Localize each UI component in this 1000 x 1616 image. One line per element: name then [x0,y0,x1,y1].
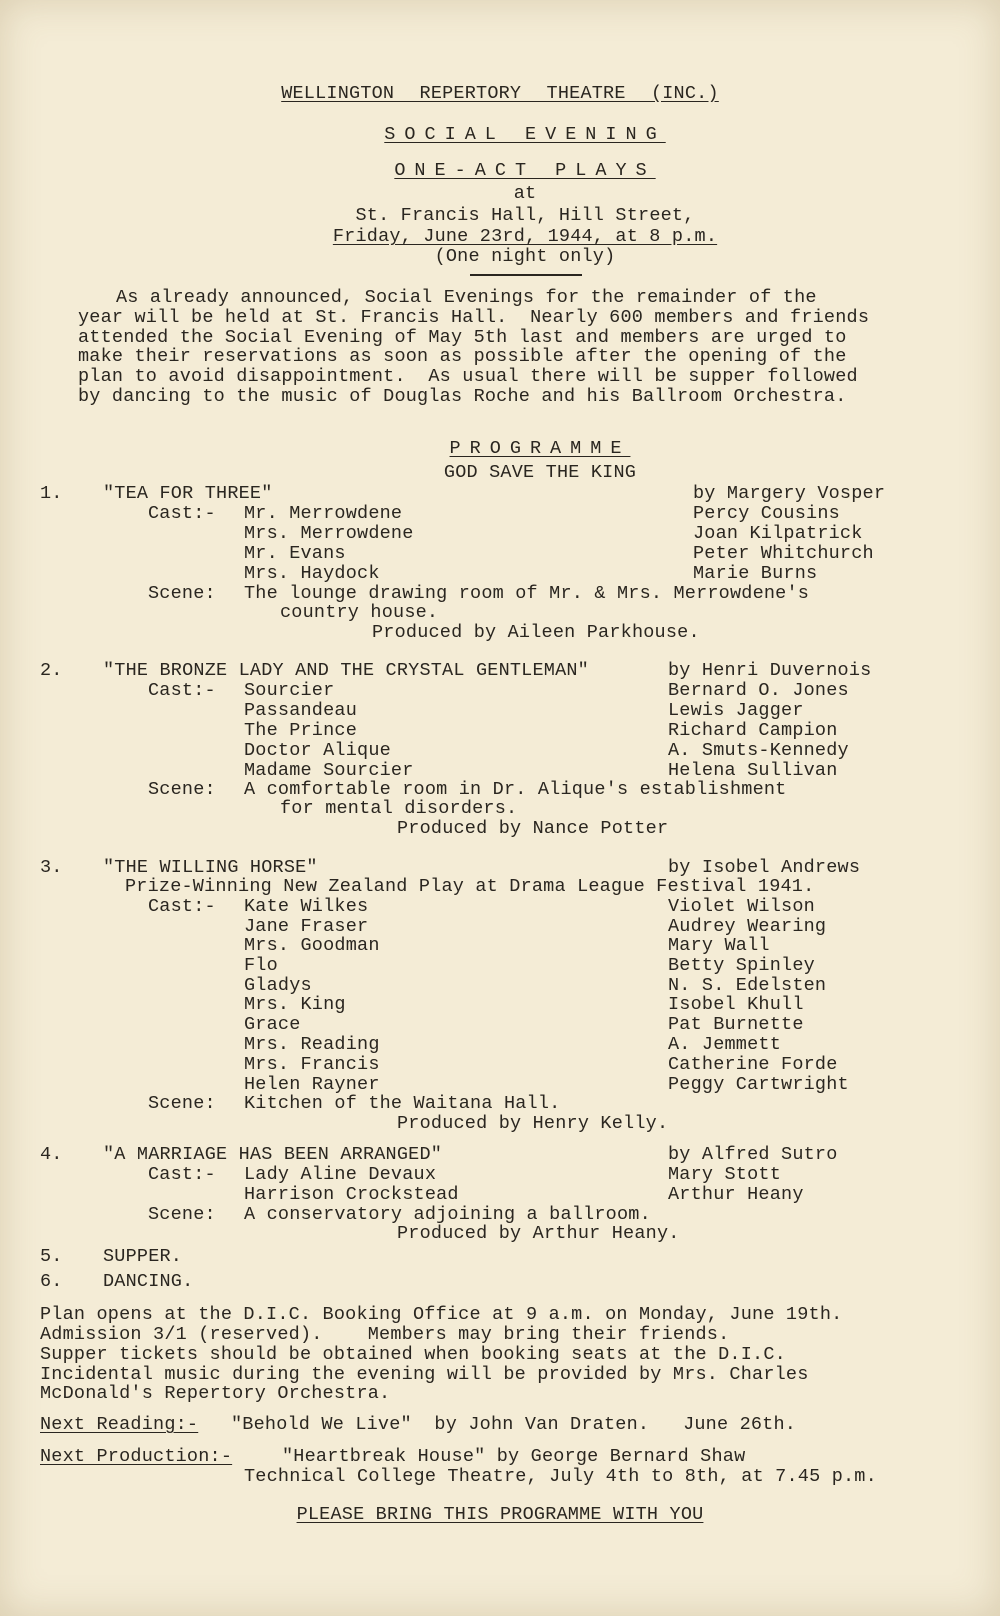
org-title: WELLINGTON REPERTORY THEATRE (INC.) [281,83,719,104]
actor: Peggy Cartwright [668,1074,849,1095]
divider [470,274,582,276]
actor: Percy Cousins [693,503,840,524]
intro-line: year will be held at St. Francis Hall. Nearly 600 members and friends [78,307,870,328]
scene-text: The lounge drawing room of Mr. & Mrs. Merrowdene's [244,583,810,604]
scene-label: Scene: [148,583,216,604]
role: Passandeau [244,700,358,721]
booking-line: Admission 3/1 (reserved). Members may bring their friends. [40,1324,730,1345]
producer: Produced by Arthur Heany. [397,1223,680,1244]
item-number: 6. [40,1271,63,1292]
actor: A. Smuts-Kennedy [668,740,849,761]
play-author: by Margery Vosper [693,483,886,504]
play-number: 2. [40,660,63,681]
footer-note: PLEASE BRING THIS PROGRAMME WITH YOU [296,1504,704,1525]
play-number: 4. [40,1144,63,1165]
actor: Joan Kilpatrick [693,523,863,544]
cast-label: Cast:- [148,680,216,701]
role: Mrs. Reading [244,1034,380,1055]
next-production-venue: Technical College Theatre, July 4th to 8th, at 7.45 p.m. [244,1466,877,1487]
intro-line: plan to avoid disappointment. As usual there will be supper followed [78,366,858,387]
actor: Marie Burns [693,563,818,584]
play-subtitle: Prize-Winning New Zealand Play at Drama League Festival 1941. [125,876,815,897]
event-title: SOCIAL EVENING [384,124,666,145]
producer: Produced by Henry Kelly. [397,1113,669,1134]
play-number: 1. [40,483,63,504]
actor: Mary Wall [668,935,770,956]
scene-label: Scene: [148,779,216,800]
booking-line: Supper tickets should be obtained when booking seats at the D.I.C. [40,1344,786,1365]
at-label: at [513,183,537,204]
cast-label: Cast:- [148,1164,216,1185]
producer: Produced by Nance Potter [397,818,669,839]
role: Kate Wilkes [244,896,369,917]
actor: Peter Whitchurch [693,543,874,564]
role: The Prince [244,720,358,741]
actor: Arthur Heany [668,1184,804,1205]
scene-text: A conservatory adjoining a ballroom. [244,1204,651,1225]
intro-line: As already announced, Social Evenings for the remainder of the [116,287,817,308]
anthem: GOD SAVE THE KING [443,462,637,483]
role: Gladys [244,975,312,996]
actor: Mary Stott [668,1164,782,1185]
play-title: "THE BRONZE LADY AND THE CRYSTAL GENTLEMAN" [103,660,589,681]
role: Mrs. Francis [244,1054,380,1075]
booking-line: Incidental music during the evening will be provided by Mrs. Charles [40,1364,809,1385]
scene-text: for mental disorders. [280,798,518,819]
actor: Helena Sullivan [668,760,838,781]
producer: Produced by Aileen Parkhouse. [372,622,700,643]
role: Jane Fraser [244,916,369,937]
play-title: "A MARRIAGE HAS BEEN ARRANGED" [103,1144,443,1165]
role: Doctor Alique [244,740,391,761]
booking-line: Plan opens at the D.I.C. Booking Office at 9 a.m. on Monday, June 19th. [40,1304,843,1325]
event-subtitle: ONE-ACT PLAYS [394,160,656,181]
role: Mrs. Haydock [244,563,380,584]
actor: A. Jemmett [668,1034,782,1055]
role: Lady Aline Devaux [244,1164,437,1185]
actor: Lewis Jagger [668,700,804,721]
next-reading-text: "Behold We Live" by John Van Draten. June 26th. [231,1414,797,1435]
play-author: by Alfred Sutro [668,1144,838,1165]
cast-label: Cast:- [148,503,216,524]
actor: N. S. Edelsten [668,975,827,996]
role: Mrs. Merrowdene [244,523,414,544]
role: Sourcier [244,680,335,701]
actor: Violet Wilson [668,896,815,917]
intro-line: by dancing to the music of Douglas Roche and his Ballroom Orchestra. [78,386,847,407]
scene-text: country house. [280,602,439,623]
programme-heading: PROGRAMME [449,438,631,459]
actor: Catherine Forde [668,1054,838,1075]
next-production-label: Next Production:- [40,1446,233,1467]
role: Flo [244,955,278,976]
play-number: 3. [40,857,63,878]
item-number: 5. [40,1246,63,1267]
event-note: (One night only) [434,246,616,267]
next-production-title: "Heartbreak House" by George Bernard Shaw [282,1446,746,1467]
actor: Richard Campion [668,720,838,741]
venue: St. Francis Hall, Hill Street, [355,205,695,226]
scene-label: Scene: [148,1093,216,1114]
actor: Audrey Wearing [668,916,827,937]
scene-label: Scene: [148,1204,216,1225]
role: Mrs. King [244,994,346,1015]
role: Mr. Merrowdene [244,503,403,524]
event-date: Friday, June 23rd, 1944, at 8 p.m. [332,226,718,247]
play-title: "THE WILLING HORSE" [103,857,318,878]
play-author: by Isobel Andrews [668,857,861,878]
actor: Isobel Khull [668,994,804,1015]
intro-line: attended the Social Evening of May 5th last and members are urged to [78,327,847,348]
role: Madame Sourcier [244,760,414,781]
intro-line: make their reservations as soon as possible after the opening of the [78,346,847,367]
role: Harrison Crockstead [244,1184,459,1205]
role: Mr. Evans [244,543,346,564]
actor: Betty Spinley [668,955,815,976]
booking-line: McDonald's Repertory Orchestra. [40,1383,391,1404]
role: Mrs. Goodman [244,935,380,956]
role: Helen Rayner [244,1074,380,1095]
cast-label: Cast:- [148,896,216,917]
supper-item: SUPPER. [103,1246,183,1267]
actor: Bernard O. Jones [668,680,849,701]
scene-text: A comfortable room in Dr. Alique's establishment [244,779,787,800]
play-title: "TEA FOR THREE" [103,483,273,504]
dancing-item: DANCING. [103,1271,194,1292]
play-author: by Henri Duvernois [668,660,872,681]
next-reading-label: Next Reading:- [40,1414,199,1435]
role: Grace [244,1014,301,1035]
actor: Pat Burnette [668,1014,804,1035]
scene-text: Kitchen of the Waitana Hall. [244,1093,561,1114]
